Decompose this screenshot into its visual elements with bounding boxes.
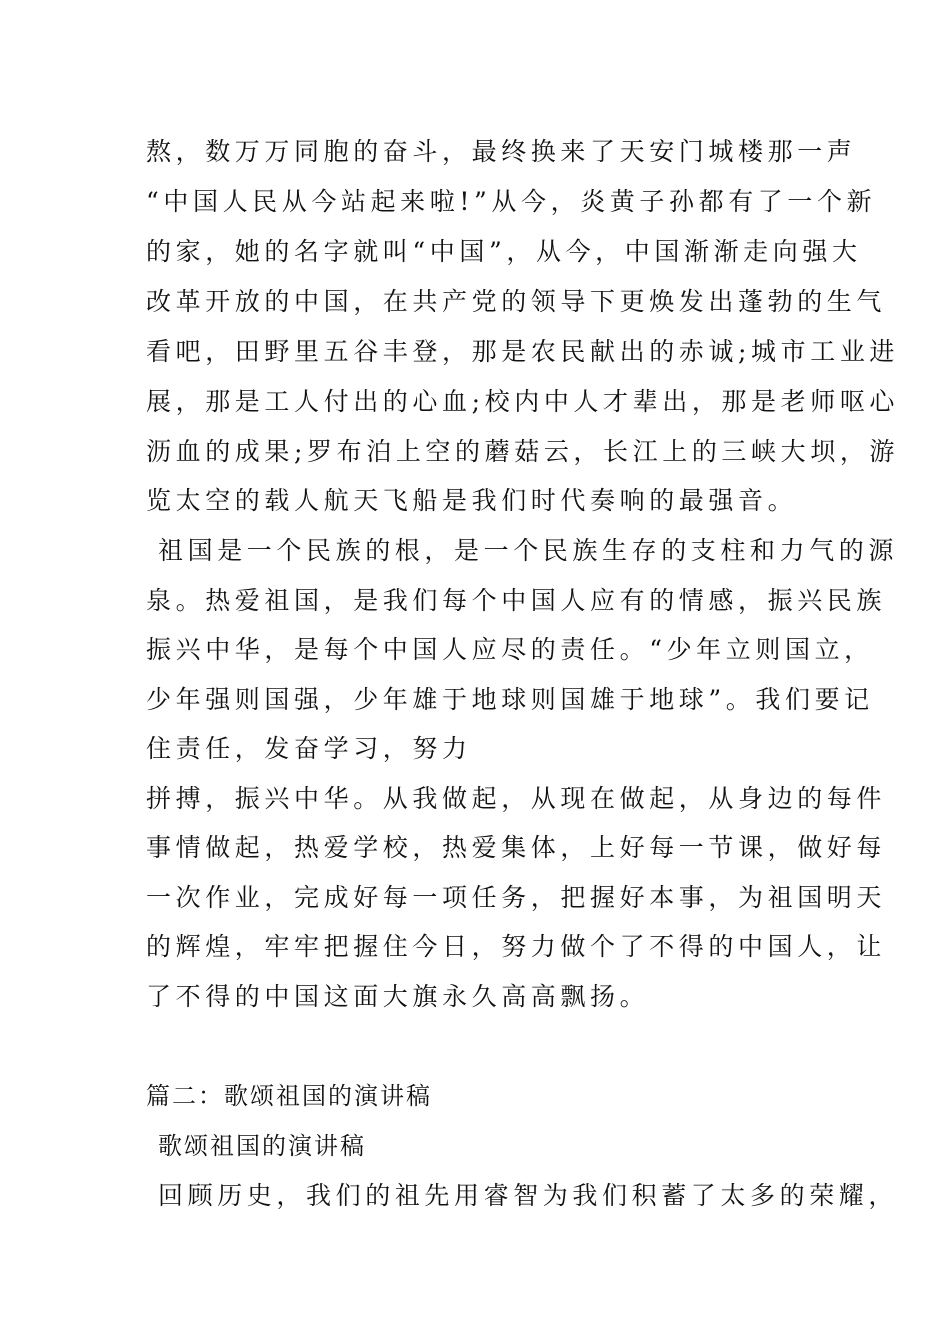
text-line: 回顾历史，我们的祖先用睿智为我们积蓄了太多的荣耀， [158, 1181, 899, 1210]
text-line: 看吧，田野里五谷丰登，那是农民献出的赤诚;城市工业进 [146, 337, 900, 366]
section-title: 歌颂祖国的演讲稿 [158, 1132, 366, 1160]
text-line: 熬，数万万同胞的奋斗，最终换来了天安门城楼那一声 [146, 137, 857, 166]
text-line: 少年强则国强，少年雄于地球则国雄于地球”。我们要记 [146, 685, 874, 714]
text-line: 事情做起，热爱学校，热爱集体，上好每一节课，做好每 [146, 833, 887, 862]
text-line: 泉。热爱祖国，是我们每个中国人应有的情感，振兴民族 [146, 586, 887, 615]
text-line: 祖国是一个民族的根，是一个民族生存的支柱和力气的源 [158, 536, 899, 565]
text-line: 改革开放的中国，在共产党的领导下更焕发出蓬勃的生气 [146, 287, 887, 316]
text-line: 沥血的成果;罗布泊上空的蘑菇云，长江上的三峡大坝，游 [146, 437, 900, 466]
text-line: 一次作业，完成好每一项任务，把握好本事，为祖国明天 [146, 883, 887, 912]
text-line: 拼搏，振兴中华。从我做起，从现在做起，从身边的每件 [146, 784, 887, 813]
text-line: 住责任，发奋学习，努力 [146, 734, 472, 763]
text-line: 展，那是工人付出的心血;校内中人才辈出，那是老师呕心 [146, 387, 900, 416]
text-line: 的辉煌，牢牢把握住今日，努力做个了不得的中国人，让 [146, 932, 887, 961]
section-heading: 篇二：歌颂祖国的演讲稿 [146, 1082, 432, 1110]
text-line: 的家，她的名字就叫“中国”，从今，中国渐渐走向强大 [146, 237, 862, 266]
text-line: 振兴中华，是每个中国人应尽的责任。“少年立则国立， [146, 635, 874, 664]
text-line: 了不得的中国这面大旗永久高高飘扬。 [146, 982, 650, 1011]
text-line: “中国人民从今站起来啦!”从今，炎黄子孙都有了一个新 [146, 187, 877, 216]
text-line: 览太空的载人航天飞船是我们时代奏响的最强音。 [146, 486, 798, 515]
